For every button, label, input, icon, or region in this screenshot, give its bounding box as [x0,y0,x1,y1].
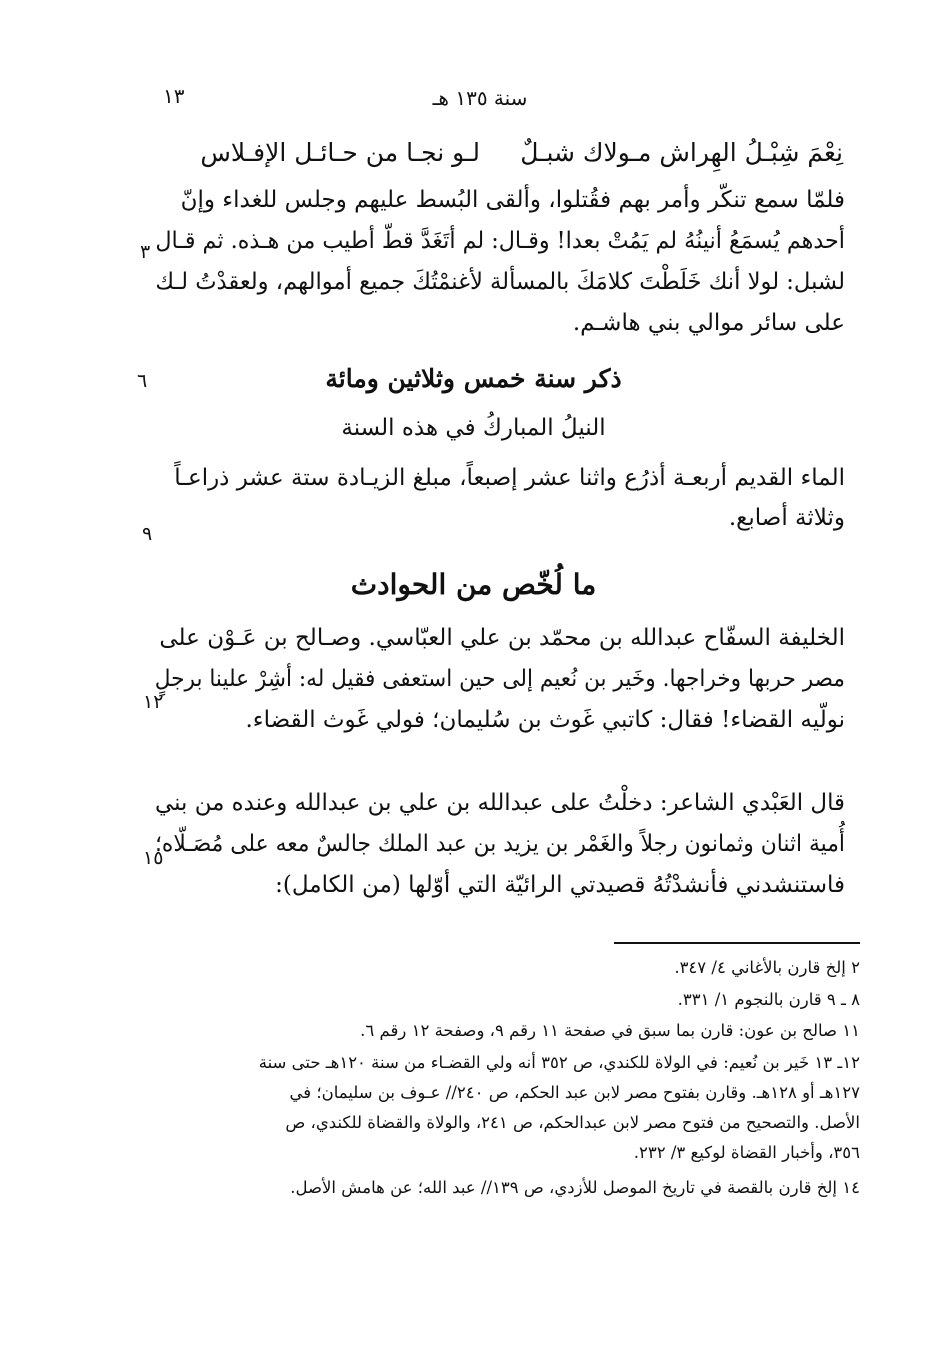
paragraph-line: أُمية اثنان وثمانون رجلاً والغَمْر بن يزيد بن عبد الملك جالسٌ معه على مُصَـلّاه؛ [155,831,846,857]
nile-heading: النيلُ المباركُ في هذه السنة [341,415,606,441]
margin-line-number: ٩ [142,523,153,545]
paragraph-line: نولّيه القضاء! فقال: كاتبي غَوث بن سُليمان؛ فولي غَوث القضاء. [245,707,845,733]
paragraph-line: فلمّا سمع تنكّر وأمر بهم فقُتلوا، وألقى البُسط عليهم وجلس للغداء وإنّ [180,187,845,213]
paragraph-line: لشبل: لولا أنك خَلَطْتَ كلامَكَ بالمسألة لأغنمْتُكَ جميع أموالهم، ولعقدْتُ لـك [155,269,845,295]
paragraph-line: وثلاثة أصابع. [728,505,845,531]
margin-line-number: ١٢ [143,691,164,713]
paragraph-line: على سائر موالي بني هاشـم. [572,310,845,336]
paragraph-line: مصر حربها وخراجها. وخَير بن نُعيم إلى حين استعفى فقيل له: أشِرْ علينا برجلٍ [154,666,845,692]
page-number: ١٣ [163,84,185,108]
events-heading: ما لُخّص من الحوادث [350,568,597,601]
paragraph-line: فاستنشدني فأنشدْتُهُ قصيدتي الرائيّة التي أوّلها (من الكامل): [275,872,845,898]
margin-line-number: ١٥ [143,847,164,869]
margin-line-number: ٦ [137,370,148,392]
footnote-line: ١٤ إلخ قارن بالقصة في تاريخ الموصل للأزدي، ص ١٣٩// عبد الله؛ عن هامش الأصل. [290,1178,860,1197]
paragraph-line: أحدهم يُسمَعُ أنينُهُ لم يَمُتْ بعدا! وقـال: لم أتَغَدَّ قطّ أطيب من هـذه. ثم قـال [155,228,845,254]
footnote-line: ١٢ـ ١٣ خَير بن نُعيم: في الولاة للكندي، ص ٣٥٢ أنه ولي القضـاء من سنة ١٢٠هـ حتى سنة [258,1053,860,1072]
paragraph-line: الخليفة السفّاح عبدالله بن محمّد بن علي العبّاسي. وصـالح بن عَـوْن على [159,625,845,651]
running-title: سنة ١٣٥ هـ [432,86,528,110]
footnote-line: ١١ صالح بن عون: قارن بما سبق في صفحة ١١ رقم ٩، وصفحة ١٢ رقم ٦. [360,1021,860,1040]
paragraph-line: الماء القديم أربعـة أذرُع واثنا عشر إصبعاً، مبلغ الزيـادة ستة عشر ذراعـاً [174,465,845,491]
footnote-line: ٣٥٦، وأخبار القضاة لوكيع ٣/ ٢٣٢. [633,1143,860,1162]
footnote-line: الأصل. والتصحيح من فتوح مصر لابن عبدالحكم، ص ٢٤١، والولاة والقضاة للكندي، ص [285,1113,860,1132]
footnote-divider [614,942,860,944]
verse-left-hemistich: لـو نجـا من حـائـل الإفـلاس [200,138,480,167]
margin-line-number: ٣ [140,241,151,263]
verse-right-hemistich: نِعْمَ شِبْـلُ الهِراش مـولاك شبـلٌ [520,138,843,167]
footnote-line: ٨ ـ ٩ قارن بالنجوم ١/ ٣٣١. [677,990,860,1009]
paragraph-line: قال العَبْدي الشاعر: دخلْتُ على عبدالله بن علي بن عبدالله وعنده من بني [155,790,845,816]
section-heading: ذكر سنة خمس وثلاثين ومائة [325,364,622,393]
footnote-line: ١٢٧هـ أو ١٢٨هـ. وقارن بفتوح مصر لابن عبد الحكم، ص ٢٤٠// عـوف بن سليمان؛ في [289,1083,860,1102]
footnote-line: ٢ إلخ قارن بالأغاني ٤/ ٣٤٧. [674,958,860,977]
